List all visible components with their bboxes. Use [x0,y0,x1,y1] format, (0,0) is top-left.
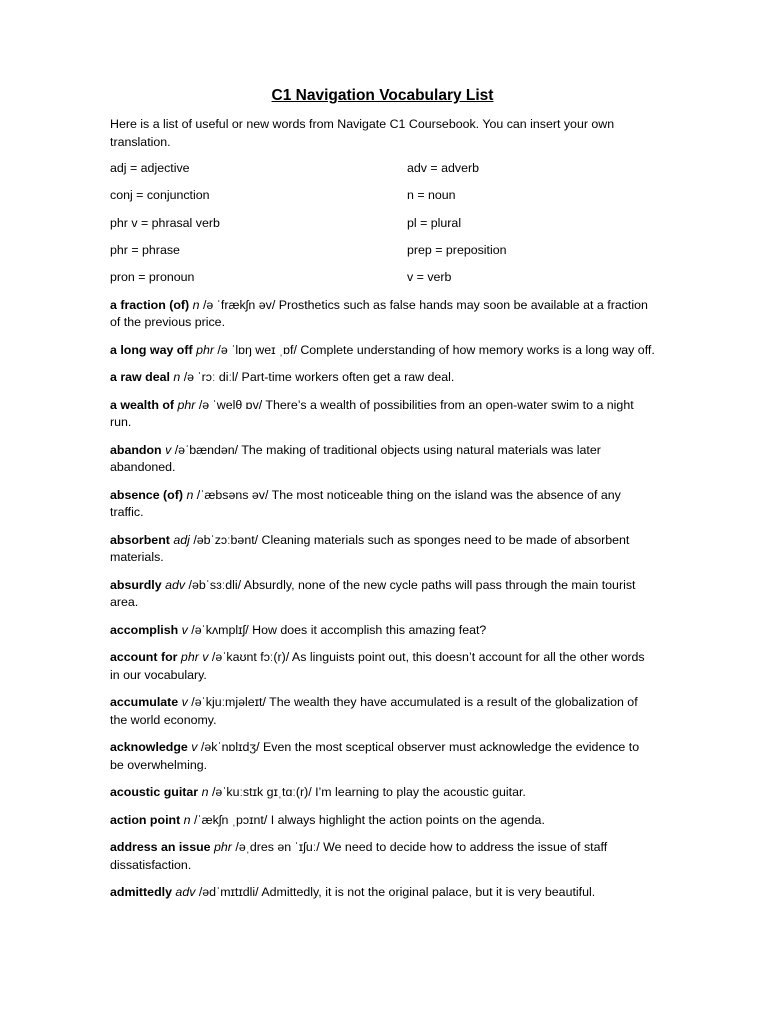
vocabulary-entry [110,487,655,522]
part-of-speech: phr [196,342,214,357]
part-of-speech: phr v [180,650,209,665]
abbreviation-key [110,160,655,287]
vocabulary-entry [110,694,655,729]
vocabulary-entry [110,342,655,360]
abbreviation-item: v = verb [407,270,452,285]
vocabulary-entry [110,369,655,387]
intro-paragraph: Here is a list of useful or new words from Navigate C1 Coursebook. You can insert your own translation. [110,117,615,149]
headword: a fraction (of) [110,297,190,312]
headword: absurdly [110,577,162,592]
part-of-speech: adv [175,885,196,900]
part-of-speech: adj [173,532,190,547]
vocabulary-entry [110,397,655,432]
pronunciation-and-example: /əˈkaʊnt fɔː(r)/ As linguists point out, this doesn’t account for all the other words in our vocabulary. [110,650,645,682]
abbreviation-item: n = noun [407,188,456,203]
pronunciation-and-example: /əˈbændən/ The making of traditional objects using natural materials was later abandoned. [110,442,601,475]
abbreviation-item: adv = adverb [407,161,479,175]
part-of-speech: n [183,812,191,827]
part-of-speech: phr [177,397,196,412]
vocabulary-list [110,297,655,902]
part-of-speech: adv [165,577,186,592]
headword: absence (of) [110,487,183,502]
pronunciation-and-example: /ə ˈfrækʃn əv/ Prosthetics such as false hands may soon be available at a fraction of the previous price. [110,297,648,330]
pronunciation-and-example: /ˈæbsəns əv/ The most noticeable thing on the island was the absence of any traffic. [110,487,621,520]
abbreviation-item: prep = preposition [407,242,507,257]
part-of-speech: n [201,785,209,800]
headword: admittedly [110,885,172,900]
headword: a raw deal [110,370,170,385]
headword: abandon [110,442,162,457]
abbreviation-item: phr v = phrasal verb [110,215,220,230]
headword: accomplish [110,622,179,637]
pronunciation-and-example: /əbˈsɜːdli/ Absurdly, none of the new cycle paths will pass through the main tourist area. [110,577,636,610]
vocabulary-entry [110,739,655,774]
vocabulary-entry [110,884,655,902]
abbreviation-item: phr = phrase [110,242,180,257]
vocabulary-entry [110,839,655,874]
vocabulary-entry [110,812,655,830]
vocabulary-entry [110,297,655,332]
pronunciation-and-example: /ə ˈrɔː diːl/ Part-time workers often get a raw deal. [180,370,455,385]
pronunciation-and-example: /əˈkʌmplɪʃ/ How does it accomplish this amazing feat? [187,622,487,637]
vocabulary-entry [110,442,655,477]
abbreviation-item: adj = adjective [110,161,190,175]
document-page [110,86,655,912]
headword: a wealth of [110,397,175,412]
part-of-speech: n [173,370,181,385]
document-title: C1 Navigation Vocabulary List [271,87,494,104]
pronunciation-and-example: /əˌdres ən ˈɪʃuː/ We need to decide how to address the issue of staff dissatisfaction. [110,840,608,872]
pronunciation-and-example: /ədˈmɪtɪdli/ Admittedly, it is not the original palace, but it is very beautiful. [195,885,596,900]
part-of-speech: v [191,740,198,755]
vocabulary-entry [110,649,655,684]
headword: action point [110,812,181,827]
headword: acoustic guitar [110,785,199,800]
part-of-speech: v [181,695,188,710]
pronunciation-and-example: /ə ˈlɒŋ weɪ ˌɒf/ Complete understanding of how memory works is a long way off. [213,342,655,357]
vocabulary-entry [110,532,655,567]
part-of-speech: v [165,442,172,457]
part-of-speech: n [192,297,200,312]
part-of-speech: phr [214,840,232,855]
headword: accumulate [110,695,179,710]
headword: absorbent [110,532,170,547]
abbreviation-item: conj = conjunction [110,188,210,203]
vocabulary-entry [110,784,655,802]
abbreviation-item: pl = plural [407,215,462,230]
part-of-speech: n [186,487,194,502]
vocabulary-entry [110,577,655,612]
part-of-speech: v [181,622,188,637]
headword: a long way off [110,342,193,357]
pronunciation-and-example: /əbˈzɔːbənt/ Cleaning materials such as sponges need to be made of absorbent materials. [110,532,630,565]
headword: acknowledge [110,740,188,755]
abbreviation-item: pron = pronoun [110,270,195,285]
pronunciation-and-example: /ˈækʃn ˌpɔɪnt/ I always highlight the action points on the agenda. [190,812,545,827]
pronunciation-and-example: /ə ˈwelθ ɒv/ There’s a wealth of possibilities from an open-water swim to a night run. [110,397,634,430]
pronunciation-and-example: /əˈkjuːmjəleɪt/ The wealth they have accumulated is a result of the globalization of the world economy. [110,695,638,727]
headword: account for [110,650,178,665]
headword: address an issue [110,840,211,855]
pronunciation-and-example: /əˈkuːstɪk ɡɪˌtɑː(r)/ I’m learning to play the acoustic guitar. [208,785,526,800]
pronunciation-and-example: /əkˈnɒlɪdʒ/ Even the most sceptical observer must acknowledge the evidence to be overwhelming. [110,740,640,772]
vocabulary-entry [110,622,655,640]
